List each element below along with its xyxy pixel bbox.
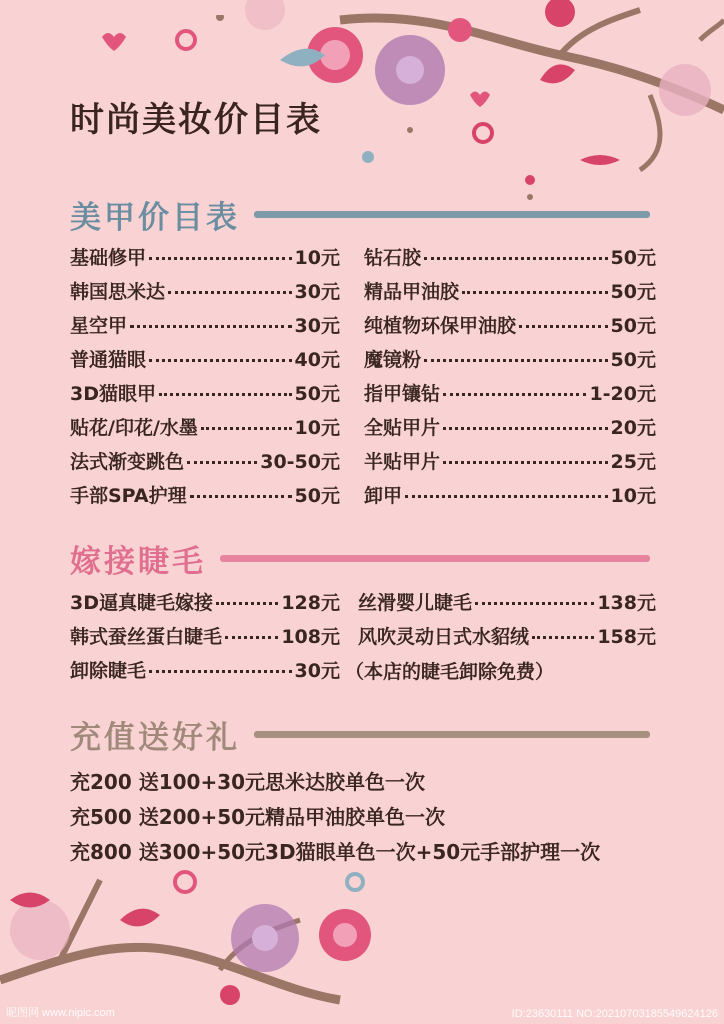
item-price: 10元 — [610, 485, 656, 507]
item-price: 40元 — [294, 349, 340, 371]
item-name: 卸除睫毛 — [70, 660, 147, 682]
item-price: 50元 — [610, 349, 656, 371]
lash-price-list-left — [70, 588, 340, 690]
nail-price-row — [364, 345, 656, 379]
lash-section-heading — [70, 538, 650, 578]
recharge-section-heading — [70, 714, 650, 754]
item-price: 30元 — [294, 315, 340, 337]
dotted-leader — [225, 636, 278, 639]
dotted-leader — [405, 495, 608, 498]
item-name: 卸甲 — [364, 485, 403, 507]
item-name: 精品甲油胶 — [364, 281, 460, 303]
nail-price-row — [364, 311, 656, 345]
nail-price-row — [364, 379, 656, 413]
item-price: 50元 — [610, 281, 656, 303]
nail-price-row — [70, 447, 340, 481]
item-name: 基础修甲 — [70, 247, 147, 269]
nail-price-row — [70, 413, 340, 447]
dotted-leader — [443, 461, 608, 464]
dotted-leader — [149, 670, 292, 673]
lash-price-row — [70, 588, 340, 622]
nail-price-row — [70, 311, 340, 345]
item-name: 半贴甲片 — [364, 451, 441, 473]
item-price: 30元 — [294, 660, 340, 682]
recharge-heading-label: 充值送好礼 — [70, 719, 240, 756]
page-title: 时尚美妆价目表 — [70, 100, 322, 140]
item-price: 138元 — [597, 592, 656, 614]
dotted-leader — [475, 602, 594, 605]
item-name: 指甲镶钻 — [364, 383, 441, 405]
item-price: 108元 — [281, 626, 340, 648]
lash-price-row — [70, 656, 340, 690]
recharge-offer-3: 充800 送300+50元3D猫眼单色一次+50元手部护理一次 — [70, 840, 601, 864]
dotted-leader — [462, 291, 608, 294]
dotted-leader — [190, 495, 292, 498]
item-name: 丝滑婴儿睫毛 — [358, 592, 473, 614]
recharge-offer-1: 充200 送100+30元思米达胶单色一次 — [70, 770, 426, 794]
item-price: 1-20元 — [589, 383, 656, 405]
nail-price-row — [364, 481, 656, 515]
item-name: 3D猫眼甲 — [70, 383, 156, 405]
nail-price-list-right — [364, 243, 656, 515]
dotted-leader — [424, 359, 608, 362]
nail-price-row — [364, 243, 656, 277]
item-price: 30元 — [294, 281, 340, 303]
item-name: 手部SPA护理 — [70, 485, 187, 507]
item-name: 魔镜粉 — [364, 349, 422, 371]
item-price: 50元 — [610, 315, 656, 337]
nail-price-row — [364, 413, 656, 447]
item-name: 韩国思米达 — [70, 281, 166, 303]
item-price: 50元 — [610, 247, 656, 269]
nail-price-row — [70, 277, 340, 311]
lash-price-row — [358, 588, 656, 622]
item-name: 韩式蚕丝蛋白睫毛 — [70, 626, 223, 648]
dotted-leader — [532, 636, 594, 639]
item-name: 风吹灵动日式水貂绒 — [358, 626, 530, 648]
lash-price-row — [70, 622, 340, 656]
watermark-site: 昵图网 www.nipic.com — [6, 1007, 115, 1019]
item-price: 30-50元 — [260, 451, 340, 473]
lash-price-list-right — [358, 588, 656, 656]
dotted-leader — [168, 291, 292, 294]
item-name: 法式渐变跳色 — [70, 451, 185, 473]
nail-price-row — [70, 481, 340, 515]
item-price: 25元 — [610, 451, 656, 473]
dotted-leader — [443, 393, 586, 396]
item-price: 20元 — [610, 417, 656, 439]
nail-heading-bar — [254, 211, 650, 218]
nail-heading-label: 美甲价目表 — [70, 199, 240, 236]
lash-price-row — [358, 622, 656, 656]
item-name: 全贴甲片 — [364, 417, 441, 439]
item-price: 10元 — [294, 247, 340, 269]
recharge-offer-2: 充500 送200+50元精品甲油胶单色一次 — [70, 805, 446, 829]
item-price: 158元 — [597, 626, 656, 648]
dotted-leader — [201, 427, 292, 430]
dotted-leader — [519, 325, 608, 328]
recharge-heading-bar — [254, 731, 650, 738]
nail-price-row — [364, 277, 656, 311]
dotted-leader — [424, 257, 608, 260]
nail-price-row — [364, 447, 656, 481]
dotted-leader — [216, 602, 278, 605]
item-name: 贴花/印花/水墨 — [70, 417, 198, 439]
item-price: 10元 — [294, 417, 340, 439]
nail-price-row — [70, 379, 340, 413]
item-price: 128元 — [281, 592, 340, 614]
dotted-leader — [443, 427, 608, 430]
lash-heading-label: 嫁接睫毛 — [70, 543, 206, 580]
dotted-leader — [149, 359, 292, 362]
lash-removal-note: （本店的睫毛卸除免费） — [345, 661, 555, 683]
item-name: 3D逼真睫毛嫁接 — [70, 592, 213, 614]
dotted-leader — [159, 393, 292, 396]
item-price: 50元 — [294, 485, 340, 507]
item-name: 普通猫眼 — [70, 349, 147, 371]
dotted-leader — [130, 325, 292, 328]
lash-heading-bar — [220, 555, 650, 562]
nail-price-row — [70, 243, 340, 277]
floral-branch-bottom-decoration — [0, 860, 460, 1024]
item-name: 纯植物环保甲油胶 — [364, 315, 517, 337]
item-price: 50元 — [294, 383, 340, 405]
item-name: 钻石胶 — [364, 247, 422, 269]
nail-price-row — [70, 345, 340, 379]
item-name: 星空甲 — [70, 315, 128, 337]
dotted-leader — [149, 257, 292, 260]
nail-price-list-left — [70, 243, 340, 515]
dotted-leader — [187, 461, 257, 464]
watermark-id: ID:23630111 NO:20210703185549624126 — [511, 1008, 718, 1020]
nail-section-heading — [70, 194, 650, 234]
